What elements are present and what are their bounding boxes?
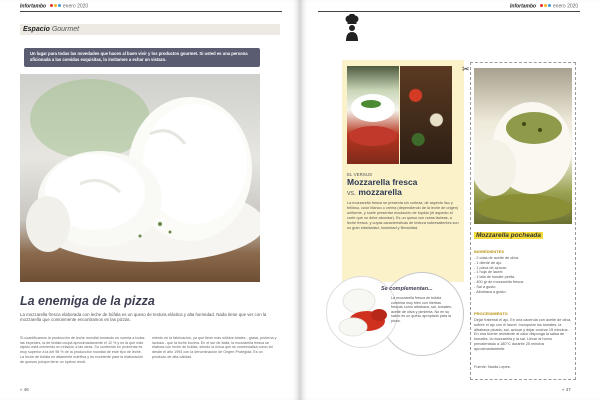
recipe-title: Mozzarella pocheada [476,232,542,239]
section-bar [20,24,280,35]
versus-title [347,178,459,198]
caprese-photo [347,66,399,164]
ingredient-item: - 1 pizca de azúcar. [474,265,507,270]
versus-vs: vs. [347,189,356,197]
pizza-photo [400,66,452,164]
ingredient-item: - 1 diente de ajo. [474,260,503,265]
left-header [20,3,88,9]
ingredient-item: - 400 gr de mozzarella fresca. [474,279,525,284]
issue-date: enero 2020 [62,3,89,10]
ingredient-item: - 2 cdas de aceite de oliva. [474,256,520,260]
article-title: La enemiga de la pizza [20,294,155,308]
ingredient-item: - 1 hoja de laurel. [474,270,504,275]
ingredients-list [474,256,572,294]
ingredient-item: - Albahaca a gusto. [474,289,507,294]
right-header [510,3,578,9]
intro-box: Un lugar para todas las novedades que hacen al buen vivir y los productos gourmet. Si usted es una persona aficionada a las comidas exquisitas, lo invitamos a echar un vistazo. [24,48,260,67]
article-column-1: Si cuantificamos la producción de leche mundial tomando en cuenta a todas las especies, la de búfala ocupa aproximadamente el 12 % y es la que más rápido está creciendo en relación a las otras. Su contenido en proteínas es muy superior a la del 96 % de la producción mundial de este tipo de leche. La leche de búfala es altamente nutritiva y es excelente para la elaboración de quesos porque tiene un óptimo rendi- [20,336,145,364]
versus-kicker: EL VERSUS [347,172,373,177]
section-label: Espacio [23,26,50,33]
ingredient-item: - Sal a gusto. [474,284,497,289]
article-lead: La mozzarella fresca elaborada con leche de búfala es un queso de textura elástica y alta humedad. Nada tiene que ver con la mozzarella que comúnmente encontramos en las pizzas. [20,312,267,323]
procedure-label: PROCEDIMIENTO [474,311,508,316]
recipe-source: Fuente: Narda Lepes. [474,365,511,369]
ingredient-item: - 1 lata de tomate perita. [474,275,516,280]
section-name: Gourmet [51,26,80,33]
brand-logo: Infortambo [20,3,47,10]
versus-title-b: mozzarella [358,186,402,197]
mozzarella-illustration [20,74,260,282]
mozzarella-photo [20,74,260,282]
versus-text: La mozzarella fresca se presenta sin corteza, de aspecto liso y brilloso, color blanco o crema (dependiendo de la leche de origen) uniforme, y suele presentar exudación de líquido (el aspecto al corte que no debe abundar). Es un queso con notas lácteas, a leche fresca, y cuyas características de textura sobresalientes son su gran elasticidad, humedad y fibrosidad. [347,201,459,230]
header-rule-right [318,11,580,12]
brand-logo-right: Infortambo [510,3,537,10]
article-column-2: miento en la fabricación, ya que tiene más sólidos totales - grasa, proteína y lactosa - que la leche bovina. En el sur de Italia, la mozzarella fresca se elabora con leche de búfala, siendo la única que se comercializa como tal desde el año 1993 con la denominación de Origen Protegida. Es un producto de alta calidad. [152,336,277,359]
header-rule [20,11,282,12]
versus-title-a: Mozzarella fresca [347,177,418,187]
page-number-right: « 47 [562,387,571,392]
page-number-left: « 46 [20,387,29,392]
chef-hat-icon [345,14,359,47]
issue-date-right: enero 2020 [552,3,579,10]
complement-text: La mozzarella fresca de búfala combina muy bien con hierbas frescas como albahaca, sal, tomates, aceite de oliva y pimienta. No en su sabor es un queso apropiado para la pizza. [391,296,452,323]
ingredients-label: INGREDIENTES [474,249,505,254]
poached-mozzarella-photo [474,68,572,224]
complement-title: Se complementan... [381,286,433,292]
procedure-text: Dejar fraternal el ajo. En una cacerola con aceite de oliva, sofreír el ajo con el laurel. Incorporar los tomates, la albahaca picada, sal, azúcar y dejar cocinar 15 minutos. En una fuente resistente al calor disponga la salsa de tomates, la mozzarella y la sal. Llevar al horno precalentado a 180°C durante 25 minutos aproximadamente. [474,318,572,351]
color-dots-icon [50,3,62,9]
scissors-icon: ✂ [462,64,470,74]
color-dots-icon-right [540,3,552,9]
